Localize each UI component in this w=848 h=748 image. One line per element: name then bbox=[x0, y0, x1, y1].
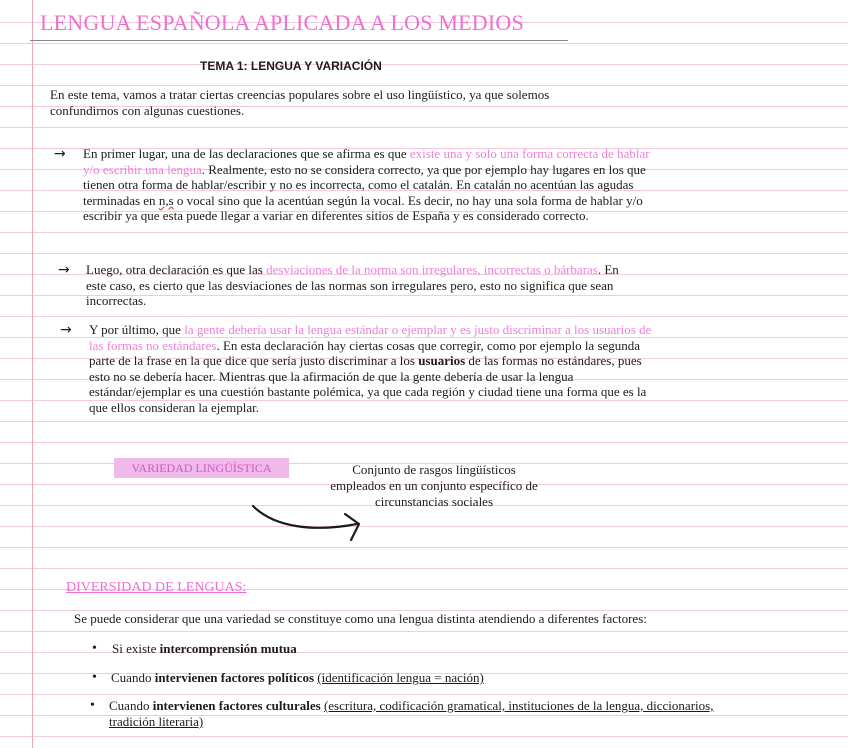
bullet-3-underlined: (escritura, codificación gramatical, instituciones de la lengua, diccionarios, tradición literaria) bbox=[109, 698, 714, 729]
belief-3-highlight: la gente debería usar la lengua estándar o ejemplar y es justo discriminar a los usuarios de las formas no estándares bbox=[89, 322, 652, 353]
belief-2-highlight: desviaciones de la norma son irregulares, incorrectas o bárbaras bbox=[266, 262, 598, 277]
belief-3-text-b: de las formas no estándares, pues esto no se debería hacer. Mientras que la afirmación de que la gente debería de usar la lengua estándar/ejemplar es una cuestión bastante polémica, ya que cada región y ciudad tiene una forma que es la que ellos consideran la ejemplar. bbox=[89, 353, 647, 415]
curved-arrow-icon bbox=[245, 500, 375, 548]
notebook-margin-line bbox=[32, 0, 33, 748]
bullet-3-prefix: Cuando bbox=[109, 698, 153, 713]
list-item bbox=[92, 641, 732, 657]
topic-subtitle: TEMA 1: LENGUA Y VARIACIÓN bbox=[200, 59, 382, 73]
list-item bbox=[92, 670, 732, 686]
spelling-mark: n,s bbox=[158, 192, 174, 208]
bullet-dot: • bbox=[92, 670, 97, 685]
intro-line-2: confundirnos con algunas cuestiones. bbox=[50, 102, 245, 118]
bullet-2-underlined: (identificación lengua = nación) bbox=[317, 670, 484, 685]
variedad-label: VARIEDAD LINGÜÍSTICA bbox=[114, 458, 289, 478]
intro-line-1: En este tema, vamos a tratar ciertas creencias populares sobre el uso lingüístico, ya que solemos bbox=[50, 87, 550, 102]
belief-2-prefix: Luego, otra declaración es que las bbox=[86, 262, 267, 277]
belief-3-bold: usuarios bbox=[418, 353, 466, 368]
arrow-bullet-3: → bbox=[60, 322, 72, 338]
title-divider bbox=[30, 40, 568, 41]
diversidad-intro: Se puede considerar que una variedad se constituye como una lengua distinta atendiendo a diferentes factores: bbox=[74, 611, 647, 626]
belief-item-2 bbox=[86, 262, 621, 309]
definition-line-1: Conjunto de rasgos lingüísticos bbox=[352, 462, 516, 477]
belief-3-prefix: Y por último, que bbox=[89, 322, 185, 337]
bullet-1-bold: intercomprensión mutua bbox=[159, 641, 297, 656]
belief-1-text-b: o vocal sino que la acentúan según la vocal. Es decir, no hay una sola forma de hablar y/o escribir ya que esta puede llegar a variar en diferentes sitios de España y es considerado correcto. bbox=[83, 192, 643, 223]
bullet-1-prefix: Si existe bbox=[112, 641, 160, 656]
belief-1-prefix: En primer lugar, una de las declaraciones que se afirma es que bbox=[83, 146, 410, 161]
bullet-3-bold: intervienen factores culturales bbox=[152, 698, 321, 713]
belief-2-suffix: . En este caso, es cierto que las desviaciones de las normas son irregulares pero, esto no significa que sean incorrectas. bbox=[86, 262, 619, 308]
diversidad-heading: DIVERSIDAD DE LENGUAS: bbox=[66, 580, 247, 595]
belief-item-3 bbox=[89, 322, 654, 415]
intro-paragraph bbox=[50, 87, 549, 118]
arrow-bullet-2: → bbox=[58, 262, 70, 278]
belief-1-text-a: . Realmente, esto no se considera correcto, ya que por ejemplo hay lugares en los que tienen otra forma de hablar/escribir y no es incorrecta, como el catalán. En catalán no acentúan las agudas terminadas en bbox=[83, 161, 646, 208]
bullet-2-bold: intervienen factores políticos bbox=[154, 670, 315, 685]
arrow-bullet-1: → bbox=[54, 146, 66, 162]
bullet-dot: • bbox=[90, 698, 95, 713]
definition-line-3: circunstancias sociales bbox=[374, 494, 494, 509]
bullet-2-prefix: Cuando bbox=[111, 670, 155, 685]
definition-line-2: empleados en un conjunto específico de bbox=[330, 478, 538, 493]
belief-item-1 bbox=[83, 146, 663, 224]
list-item bbox=[90, 698, 740, 730]
page-title: LENGUA ESPAÑOLA APLICADA A LOS MEDIOS bbox=[40, 10, 524, 35]
belief-3-text-a: . En esta declaración hay ciertas cosas que corregir, como por ejemplo la segunda parte de la frase en la que dice que sería justo discriminar a los bbox=[89, 337, 641, 368]
belief-1-highlight: existe una y solo una forma correcta de hablar y/o escribir una lengua bbox=[83, 146, 650, 177]
bullet-dot: • bbox=[92, 641, 97, 656]
